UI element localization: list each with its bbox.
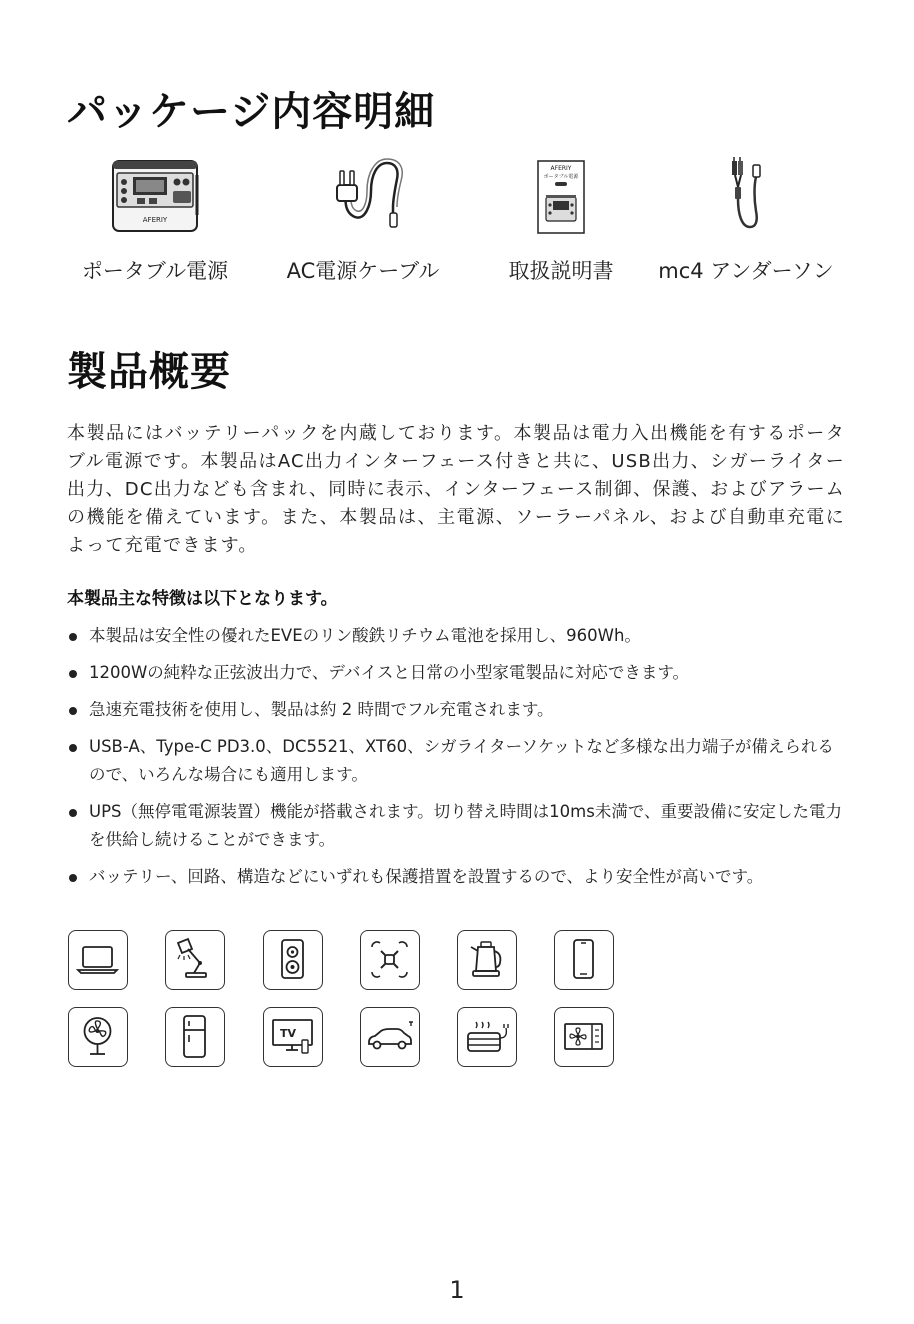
mc4-anderson-cable-icon <box>698 155 794 235</box>
features-list <box>67 622 847 900</box>
bullet-icon <box>69 633 77 641</box>
brand-logo: AFERIY <box>142 216 168 224</box>
product-overview-heading: 製品概要 <box>67 349 231 395</box>
manual-cover-title: ポータブル電源 <box>543 174 579 180</box>
list-item <box>67 622 847 650</box>
feature-text: 本製品は安全性の優れたEVEのリン酸鉄リチウム電池を採用し、960Wh。 <box>89 626 641 645</box>
refrigerator-icon <box>165 1007 225 1067</box>
bullet-icon <box>69 874 77 882</box>
smartphone-icon <box>554 930 614 990</box>
features-heading: 本製品主な特徴は以下となります。 <box>67 589 338 609</box>
feature-text: UPS（無停電電源装置）機能が搭載されます。切り替え時間は10ms未満で、重要設備に安定した電力を供給し続けることができます。 <box>89 802 843 849</box>
feature-text: バッテリー、回路、構造などにいずれも保護措置を設置するので、より安全性が高いです。 <box>89 867 764 886</box>
bullet-icon <box>69 707 77 715</box>
kettle-icon <box>457 930 517 990</box>
feature-text: USB-A、Type-C PD3.0、DC5521、XT60、シガライターソケットなど多様な出力端子が備えられるので、いろんな場合にも適用します。 <box>89 737 834 784</box>
list-item <box>67 863 847 891</box>
drone-icon <box>360 930 420 990</box>
list-item <box>67 733 847 789</box>
list-item <box>67 798 847 854</box>
manual-icon <box>513 155 609 235</box>
manual-brand-text: AFERIY <box>550 165 572 172</box>
feature-text: 1200Wの純粋な正弦波出力で、デバイスと日常の小型家電製品に対応できます。 <box>89 663 690 682</box>
package-item-manual <box>461 155 661 285</box>
list-item <box>67 696 847 724</box>
bullet-icon <box>69 809 77 817</box>
package-item-label: ポータブル電源 <box>81 259 229 283</box>
list-item <box>67 659 847 687</box>
speaker-icon <box>263 930 323 990</box>
electric-car-icon <box>360 1007 420 1067</box>
tv-label: TV <box>279 1027 297 1040</box>
package-item-label: mc4 アンダーソン <box>658 259 834 283</box>
bullet-icon <box>69 670 77 678</box>
ac-cable-icon <box>315 155 411 235</box>
bullet-icon <box>69 744 77 752</box>
page-number: 1 <box>449 1276 465 1304</box>
fan-icon <box>68 1007 128 1067</box>
power-station-icon <box>107 155 203 235</box>
package-item-label: 取扱説明書 <box>508 259 614 283</box>
desk-lamp-icon <box>165 930 225 990</box>
overview-paragraph: 本製品にはバッテリーパックを内蔵しております。本製品は電力入出機能を有するポータブル電源です。本製品はAC出力インターフェース付きと共に、USB出力、シガーライター出力、DC出力なども含まれ、同時に表示、インターフェース制御、保護、およびアラームの機能を備えています。また、本製品は、主電源、ソーラーパネル、および自動車充電によって充電できます。 <box>67 423 845 556</box>
feature-text: 急速充電技術を使用し、製品は約 2 時間でフル充電されます。 <box>89 700 554 719</box>
package-contents-heading: パッケージ内容明細 <box>67 89 436 135</box>
electric-blanket-icon <box>457 1007 517 1067</box>
air-conditioner-icon <box>554 1007 614 1067</box>
package-item-ac-cable <box>263 155 463 285</box>
tv-icon <box>263 1007 323 1067</box>
laptop-icon <box>68 930 128 990</box>
package-item-label: AC電源ケーブル <box>286 259 440 283</box>
package-item-mc4-anderson <box>646 155 846 285</box>
package-item-power-station <box>55 155 255 285</box>
